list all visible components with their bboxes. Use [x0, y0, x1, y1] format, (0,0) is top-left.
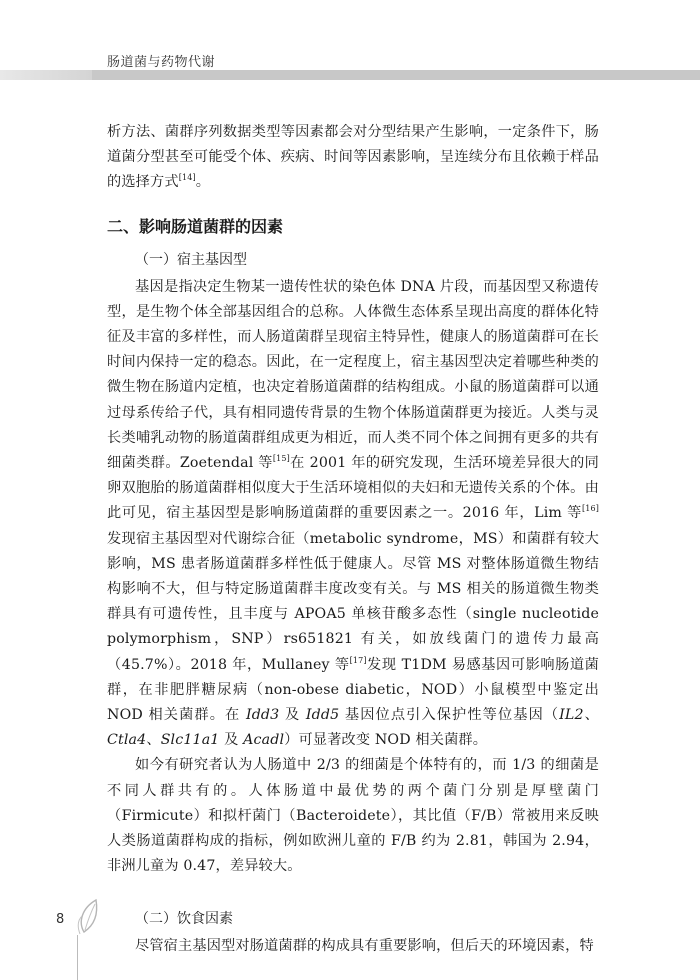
gene-name: Acadl	[243, 732, 285, 749]
header-gradient	[0, 70, 92, 80]
gene-name: Idd3	[245, 707, 280, 724]
gene-name: IL2	[559, 707, 584, 724]
citation: [16]	[581, 504, 599, 514]
section-heading: 二、影响肠道菌群的因素	[107, 216, 284, 236]
gene-name: Idd5	[305, 707, 340, 724]
intro-paragraph: 析方法、菌群序列数据类型等因素都会对分型结果产生影响，一定条件下，肠道菌分型甚至可能受个体、疾病、时间等因素影响，呈连续分布且依赖于样品的选择方式[14]。	[107, 124, 599, 191]
paragraph-host-genotype: 基因是指决定生物某一遗传性状的染色体 DNA 片段，而基因型又称遗传型，是生物个体全部基因组合的总称。人体微生态体系呈现出高度的群体化特征及丰富的多样性，而人肠道菌群呈现宿主特异性，健康人的肠道菌群可在长时间内保持一定的稳态。因此，在一定程度上，宿主基因型决定着哪些种类的微生物在肠道内定植，也决定着肠道菌群的结构组成。小鼠的肠道菌群可以通过母系传给子代，具有相同遗传背景的生物个体肠道菌群更为接近。人类与灵长类哺乳动物的肠道菌群组成更为相近，而人类不同个体之间拥有更多的共有细菌类群。Zoetendal 等[15]在 2001 年的研究发现，生活环境差异很大的同卵双胞胎的肠道菌群相似度大于生活环境相似的夫妇和无遗传关系的个体。由此可见，宿主基因型是影响肠道菌群的重要因素之一。2016 年，Lim 等[16]发现宿主基因型对代谢综合征（metabolic syndrome，MS）和菌群有较大影响，MS 患者肠道菌群多样性低于健康人。尽管 MS 对整体肠道微生物结构影响不大，但与特定肠道菌群丰度改变有关。与 MS 相关的肠道微生物类群具有可遗传性，且丰度与 APOA5 单核苷酸多态性（single nucleotide polymorphism，SNP）rs651821 有关，如放线菌门的遗传力最高（45.7%）。2018 年，Mullaney 等[17]发现 T1DM 易感基因可影响肠道菌群，在非肥胖糖尿病（non-obese diabetic，NOD）小鼠模型中鉴定出 NOD 相关菌群。在 Idd3 及 Idd5 基因位点引入保护性等位基因（IL2、Ctla4、Slc11a1 及 Acadl）可显著改变 NOD 相关菌群。	[107, 278, 599, 749]
leaf-icon	[76, 896, 106, 936]
margin-rule	[77, 935, 78, 980]
citation: [17]	[349, 655, 367, 665]
gene-name: Slc11a1	[160, 732, 220, 749]
citation: [14]	[178, 173, 196, 183]
header-band	[0, 70, 700, 80]
paragraph-firmicutes-ratio: 如今有研究者认为人肠道中 2/3 的细菌是个体特有的，而 1/3 的细菌是不同人群共有的。人体肠道中最优势的两个菌门分别是厚壁菌门（Firmicute）和拟杆菌门（Bacteroidete），其比值（F/B）常被用来反映人类肠道菌群构成的指标，例如欧洲儿童的 F/B 约为 2.81，韩国为 2.94，非洲儿童为 0.47，差异较大。	[107, 757, 599, 875]
paragraph-diet: 尽管宿主基因型对肠道菌群的构成具有重要影响，但后天的环境因素，特	[135, 938, 594, 955]
header-rule	[92, 70, 700, 80]
running-title: 肠道菌与药物代谢	[107, 55, 216, 70]
subsection-heading-diet: （二）饮食因素	[135, 911, 233, 928]
page-content	[107, 120, 599, 960]
gene-name: Ctla4	[107, 732, 147, 749]
citation: [15]	[272, 454, 290, 464]
page-number: 8	[56, 912, 65, 927]
subsection-heading-host-genotype: （一）宿主基因型	[135, 251, 247, 268]
